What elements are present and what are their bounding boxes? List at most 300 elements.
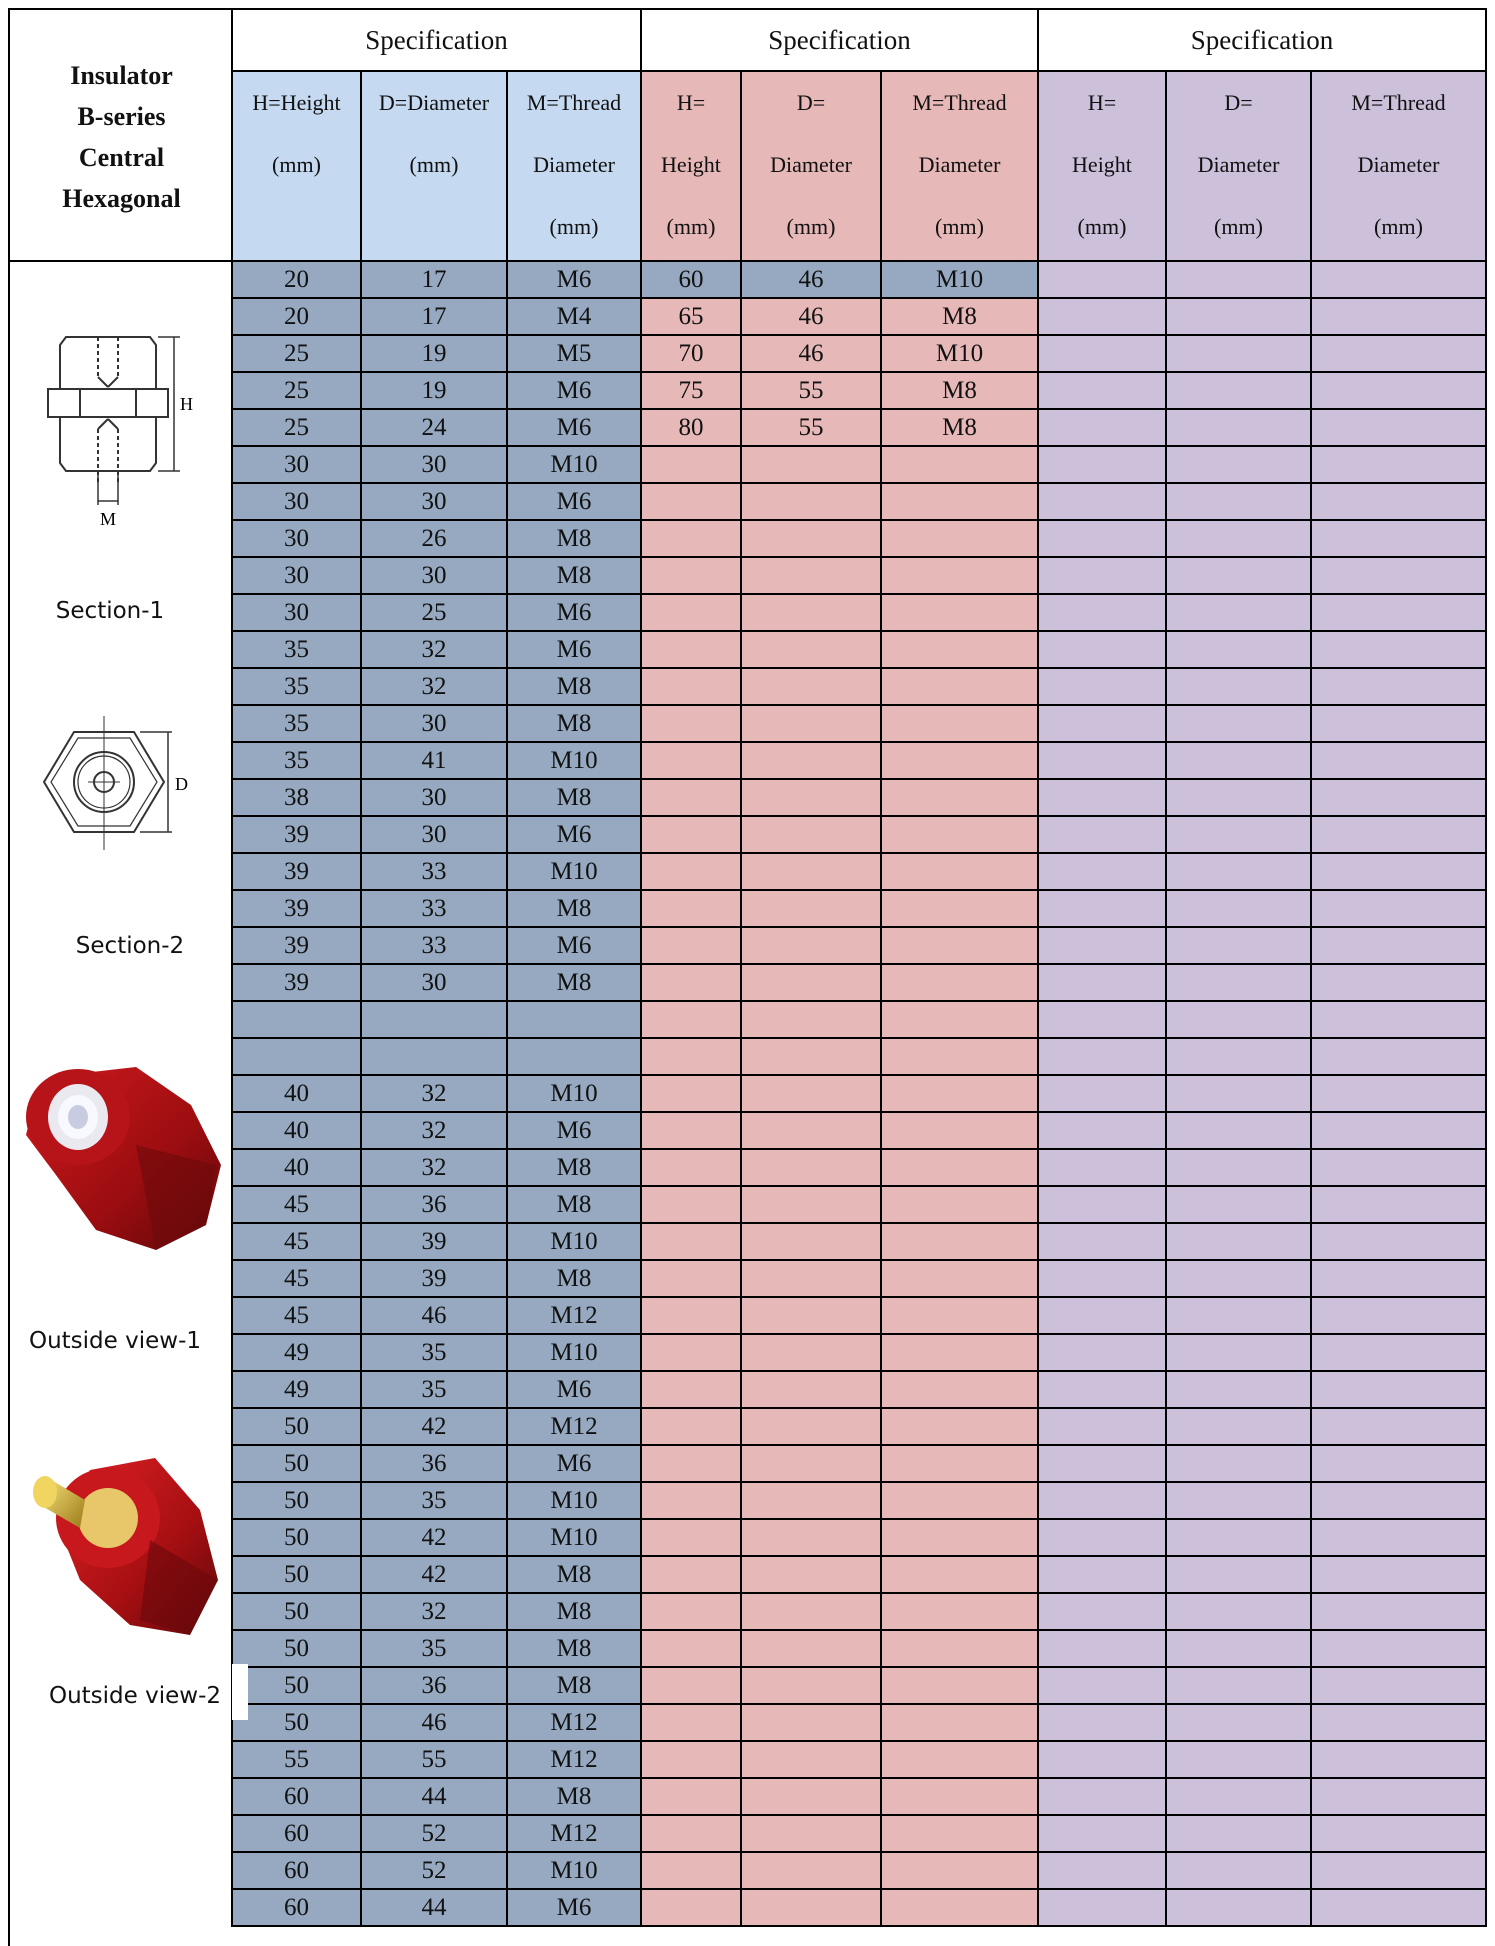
height-cell bbox=[1038, 1001, 1166, 1038]
thread-cell bbox=[881, 1667, 1038, 1704]
thread-cell bbox=[507, 1001, 641, 1038]
height-cell: 20 bbox=[232, 298, 361, 335]
thread-cell bbox=[1311, 261, 1486, 298]
thread-cell bbox=[1311, 631, 1486, 668]
height-cell: 45 bbox=[232, 1260, 361, 1297]
diameter-cell: 30 bbox=[361, 483, 507, 520]
thread-cell bbox=[881, 1741, 1038, 1778]
thread-cell bbox=[1311, 1260, 1486, 1297]
table-row bbox=[232, 927, 1486, 964]
table-row bbox=[232, 1371, 1486, 1408]
thread-cell bbox=[881, 1186, 1038, 1223]
height-cell: 60 bbox=[232, 1778, 361, 1815]
thread-cell: M12 bbox=[507, 1704, 641, 1741]
height-cell: 45 bbox=[232, 1223, 361, 1260]
thread-cell bbox=[1311, 1704, 1486, 1741]
diameter-cell bbox=[741, 853, 881, 890]
col-header-thread: M=Thread Diameter (mm) bbox=[881, 71, 1038, 261]
thread-cell: M8 bbox=[507, 1667, 641, 1704]
thread-cell: M8 bbox=[507, 779, 641, 816]
height-cell bbox=[641, 446, 741, 483]
thread-cell bbox=[881, 853, 1038, 890]
diameter-cell bbox=[741, 1223, 881, 1260]
col-header-height: H= Height (mm) bbox=[641, 71, 741, 261]
thread-cell bbox=[507, 1038, 641, 1075]
height-cell: 60 bbox=[232, 1889, 361, 1926]
thread-cell: M10 bbox=[507, 1482, 641, 1519]
table-row bbox=[232, 1223, 1486, 1260]
table-row bbox=[232, 1186, 1486, 1223]
height-cell bbox=[641, 1408, 741, 1445]
thread-cell bbox=[881, 483, 1038, 520]
height-cell bbox=[1038, 742, 1166, 779]
outside-view2-image bbox=[30, 1430, 225, 1645]
diameter-cell bbox=[741, 742, 881, 779]
height-cell: 25 bbox=[232, 372, 361, 409]
height-cell bbox=[641, 594, 741, 631]
table-row bbox=[232, 1852, 1486, 1889]
height-cell: 50 bbox=[232, 1408, 361, 1445]
height-cell bbox=[232, 1038, 361, 1075]
height-cell: 50 bbox=[232, 1445, 361, 1482]
diameter-cell bbox=[741, 1852, 881, 1889]
col-header-diameter: D= Diameter (mm) bbox=[1166, 71, 1311, 261]
height-cell bbox=[641, 779, 741, 816]
height-cell: 39 bbox=[232, 964, 361, 1001]
thread-cell: M5 bbox=[507, 335, 641, 372]
view2-caption: Outside view-2 bbox=[48, 1683, 222, 1709]
diameter-cell bbox=[741, 1593, 881, 1630]
thread-cell bbox=[1311, 1334, 1486, 1371]
diameter-cell bbox=[741, 964, 881, 1001]
thread-cell bbox=[1311, 483, 1486, 520]
diameter-cell bbox=[1166, 1186, 1311, 1223]
diameter-cell bbox=[1166, 1371, 1311, 1408]
thread-cell: M8 bbox=[507, 520, 641, 557]
height-cell bbox=[641, 1704, 741, 1741]
table-row bbox=[232, 409, 1486, 446]
thread-cell: M8 bbox=[507, 705, 641, 742]
height-cell bbox=[1038, 1889, 1166, 1926]
diameter-cell: 52 bbox=[361, 1815, 507, 1852]
height-cell bbox=[641, 668, 741, 705]
thread-cell bbox=[1311, 1630, 1486, 1667]
thread-cell bbox=[881, 1334, 1038, 1371]
height-cell bbox=[641, 1334, 741, 1371]
thread-cell bbox=[1311, 1112, 1486, 1149]
diameter-cell: 41 bbox=[361, 742, 507, 779]
thread-cell bbox=[1311, 1482, 1486, 1519]
diameter-cell bbox=[1166, 1778, 1311, 1815]
diameter-cell: 46 bbox=[361, 1297, 507, 1334]
thread-cell: M10 bbox=[507, 1075, 641, 1112]
height-cell: 49 bbox=[232, 1334, 361, 1371]
diameter-cell bbox=[1166, 1408, 1311, 1445]
table-row bbox=[232, 1889, 1486, 1926]
dim-m-label: M bbox=[100, 509, 117, 529]
diameter-cell bbox=[741, 1260, 881, 1297]
diameter-cell: 30 bbox=[361, 705, 507, 742]
table-row bbox=[232, 1297, 1486, 1334]
height-cell bbox=[641, 1482, 741, 1519]
diameter-cell: 46 bbox=[741, 261, 881, 298]
thread-cell: M8 bbox=[507, 1593, 641, 1630]
height-cell bbox=[641, 1112, 741, 1149]
diameter-cell bbox=[1166, 1556, 1311, 1593]
height-cell bbox=[641, 1741, 741, 1778]
table-row bbox=[232, 1001, 1486, 1038]
diameter-cell bbox=[1166, 1630, 1311, 1667]
thread-cell bbox=[881, 964, 1038, 1001]
table-row bbox=[232, 335, 1486, 372]
section1-caption: Section-1 bbox=[55, 598, 165, 624]
thread-cell bbox=[1311, 1038, 1486, 1075]
diameter-cell bbox=[741, 1704, 881, 1741]
diameter-cell bbox=[1166, 557, 1311, 594]
height-cell bbox=[641, 1001, 741, 1038]
thread-cell bbox=[881, 1075, 1038, 1112]
thread-cell bbox=[1311, 816, 1486, 853]
group3-title: Specification bbox=[1038, 9, 1486, 71]
thread-cell bbox=[1311, 1371, 1486, 1408]
thread-cell bbox=[1311, 1852, 1486, 1889]
diameter-cell: 33 bbox=[361, 927, 507, 964]
height-cell bbox=[1038, 483, 1166, 520]
diameter-cell bbox=[741, 1075, 881, 1112]
height-cell bbox=[1038, 890, 1166, 927]
table-row bbox=[232, 1630, 1486, 1667]
thread-cell bbox=[881, 631, 1038, 668]
height-cell: 50 bbox=[232, 1667, 361, 1704]
diameter-cell bbox=[741, 890, 881, 927]
height-cell bbox=[1038, 1741, 1166, 1778]
product-title bbox=[10, 55, 233, 219]
height-cell: 49 bbox=[232, 1371, 361, 1408]
diameter-cell: 19 bbox=[361, 372, 507, 409]
height-cell bbox=[1038, 298, 1166, 335]
height-cell: 70 bbox=[641, 335, 741, 372]
diameter-cell bbox=[741, 1667, 881, 1704]
diameter-cell bbox=[741, 483, 881, 520]
thread-cell: M8 bbox=[881, 298, 1038, 335]
height-cell: 35 bbox=[232, 705, 361, 742]
diameter-cell bbox=[741, 1149, 881, 1186]
thread-cell bbox=[1311, 927, 1486, 964]
thread-cell: M6 bbox=[507, 816, 641, 853]
thread-cell: M8 bbox=[507, 890, 641, 927]
thread-cell bbox=[1311, 1149, 1486, 1186]
height-cell bbox=[1038, 631, 1166, 668]
diameter-cell: 42 bbox=[361, 1408, 507, 1445]
height-cell bbox=[1038, 1593, 1166, 1630]
height-cell bbox=[1038, 668, 1166, 705]
diameter-cell bbox=[741, 1889, 881, 1926]
height-cell bbox=[641, 1889, 741, 1926]
height-cell bbox=[232, 1001, 361, 1038]
diameter-cell bbox=[1166, 890, 1311, 927]
thread-cell bbox=[1311, 1556, 1486, 1593]
thread-cell: M10 bbox=[507, 742, 641, 779]
height-cell bbox=[1038, 1704, 1166, 1741]
thread-cell bbox=[1311, 964, 1486, 1001]
diameter-cell bbox=[1166, 1038, 1311, 1075]
diameter-cell: 32 bbox=[361, 1112, 507, 1149]
thread-cell: M6 bbox=[507, 631, 641, 668]
thread-cell: M4 bbox=[507, 298, 641, 335]
height-cell bbox=[1038, 1297, 1166, 1334]
thread-cell: M12 bbox=[507, 1741, 641, 1778]
diameter-cell bbox=[1166, 1260, 1311, 1297]
table-row bbox=[232, 1334, 1486, 1371]
diameter-cell: 36 bbox=[361, 1445, 507, 1482]
thread-cell: M8 bbox=[507, 1556, 641, 1593]
thread-cell bbox=[1311, 668, 1486, 705]
height-cell: 45 bbox=[232, 1186, 361, 1223]
height-cell: 30 bbox=[232, 594, 361, 631]
table-row bbox=[232, 557, 1486, 594]
col-header-diameter: D=Diameter (mm) bbox=[361, 71, 507, 261]
height-cell bbox=[641, 1778, 741, 1815]
height-cell: 60 bbox=[232, 1815, 361, 1852]
title-line: Insulator bbox=[70, 61, 173, 90]
col-header-thread: M=Thread Diameter (mm) bbox=[1311, 71, 1486, 261]
thread-cell bbox=[1311, 335, 1486, 372]
height-cell bbox=[1038, 1223, 1166, 1260]
thread-cell: M8 bbox=[507, 1260, 641, 1297]
thread-cell: M12 bbox=[507, 1297, 641, 1334]
diameter-cell bbox=[1166, 668, 1311, 705]
thread-cell bbox=[881, 1482, 1038, 1519]
table-row bbox=[232, 446, 1486, 483]
height-cell bbox=[641, 816, 741, 853]
height-cell bbox=[641, 705, 741, 742]
table-row bbox=[232, 631, 1486, 668]
height-cell bbox=[641, 853, 741, 890]
table-row bbox=[232, 1556, 1486, 1593]
diameter-cell bbox=[1166, 816, 1311, 853]
diameter-cell: 32 bbox=[361, 668, 507, 705]
thread-cell: M8 bbox=[881, 409, 1038, 446]
spec-table-body bbox=[232, 261, 1486, 1926]
table-row bbox=[232, 890, 1486, 927]
table-row bbox=[232, 1778, 1486, 1815]
table-row bbox=[232, 1149, 1486, 1186]
height-cell bbox=[1038, 1556, 1166, 1593]
diameter-cell bbox=[361, 1038, 507, 1075]
height-cell: 55 bbox=[232, 1741, 361, 1778]
thread-cell bbox=[1311, 1186, 1486, 1223]
diameter-cell: 32 bbox=[361, 631, 507, 668]
diameter-cell bbox=[1166, 335, 1311, 372]
thread-cell: M8 bbox=[507, 668, 641, 705]
diameter-cell bbox=[1166, 483, 1311, 520]
diameter-cell bbox=[741, 927, 881, 964]
height-cell: 50 bbox=[232, 1519, 361, 1556]
thread-cell bbox=[881, 816, 1038, 853]
diameter-cell bbox=[1166, 446, 1311, 483]
thread-cell bbox=[881, 520, 1038, 557]
title-line: B-series bbox=[77, 102, 166, 131]
height-cell bbox=[1038, 1260, 1166, 1297]
height-cell bbox=[1038, 816, 1166, 853]
title-line: Central bbox=[78, 143, 165, 172]
diameter-cell: 46 bbox=[361, 1704, 507, 1741]
thread-cell bbox=[881, 1593, 1038, 1630]
height-cell bbox=[641, 1223, 741, 1260]
thread-cell bbox=[881, 1815, 1038, 1852]
height-cell: 39 bbox=[232, 927, 361, 964]
height-cell: 50 bbox=[232, 1630, 361, 1667]
thread-cell bbox=[1311, 372, 1486, 409]
col-header-thread: M=Thread Diameter (mm) bbox=[507, 71, 641, 261]
thread-cell bbox=[1311, 594, 1486, 631]
thread-cell: M10 bbox=[507, 1334, 641, 1371]
thread-cell: M10 bbox=[507, 1519, 641, 1556]
thread-cell bbox=[881, 1260, 1038, 1297]
outside-view1-image bbox=[16, 1055, 231, 1255]
height-cell: 39 bbox=[232, 816, 361, 853]
diameter-cell bbox=[741, 1297, 881, 1334]
diameter-cell bbox=[1166, 1075, 1311, 1112]
diameter-cell bbox=[741, 1112, 881, 1149]
thread-cell bbox=[881, 557, 1038, 594]
spec-sheet bbox=[8, 8, 1490, 1944]
thread-cell: M10 bbox=[507, 853, 641, 890]
diameter-cell bbox=[741, 705, 881, 742]
height-cell bbox=[641, 1667, 741, 1704]
section2-caption: Section-2 bbox=[75, 933, 185, 959]
thread-cell bbox=[1311, 1778, 1486, 1815]
product-column bbox=[8, 8, 233, 1946]
diameter-cell bbox=[1166, 964, 1311, 1001]
height-cell bbox=[641, 1297, 741, 1334]
diameter-cell bbox=[741, 1334, 881, 1371]
height-cell bbox=[641, 1149, 741, 1186]
col-header-diameter: D= Diameter (mm) bbox=[741, 71, 881, 261]
height-cell: 50 bbox=[232, 1704, 361, 1741]
thread-cell: M10 bbox=[507, 1852, 641, 1889]
diameter-cell bbox=[1166, 1852, 1311, 1889]
thread-cell bbox=[881, 779, 1038, 816]
height-cell: 50 bbox=[232, 1593, 361, 1630]
height-cell: 25 bbox=[232, 335, 361, 372]
spec-table bbox=[231, 8, 1487, 1927]
height-cell bbox=[641, 964, 741, 1001]
diameter-cell bbox=[741, 668, 881, 705]
diameter-cell bbox=[741, 446, 881, 483]
diameter-cell: 55 bbox=[741, 372, 881, 409]
diameter-cell: 26 bbox=[361, 520, 507, 557]
diameter-cell: 35 bbox=[361, 1482, 507, 1519]
height-cell bbox=[1038, 1334, 1166, 1371]
height-cell bbox=[1038, 409, 1166, 446]
diameter-cell: 25 bbox=[361, 594, 507, 631]
thread-cell bbox=[881, 1630, 1038, 1667]
thread-cell bbox=[1311, 557, 1486, 594]
height-cell bbox=[641, 1630, 741, 1667]
diameter-cell bbox=[1166, 1889, 1311, 1926]
diameter-cell: 33 bbox=[361, 853, 507, 890]
thread-cell: M6 bbox=[507, 409, 641, 446]
diameter-cell bbox=[1166, 1593, 1311, 1630]
thread-cell bbox=[881, 1704, 1038, 1741]
group2-title: Specification bbox=[641, 9, 1038, 71]
table-row bbox=[232, 520, 1486, 557]
diameter-cell: 42 bbox=[361, 1556, 507, 1593]
height-cell bbox=[1038, 1815, 1166, 1852]
height-cell bbox=[1038, 1149, 1166, 1186]
height-cell bbox=[641, 1445, 741, 1482]
thread-cell: M6 bbox=[507, 1112, 641, 1149]
height-cell bbox=[641, 1038, 741, 1075]
diameter-cell: 17 bbox=[361, 261, 507, 298]
height-cell: 40 bbox=[232, 1112, 361, 1149]
height-cell bbox=[641, 1815, 741, 1852]
thread-cell: M6 bbox=[507, 372, 641, 409]
thread-cell bbox=[881, 1371, 1038, 1408]
table-row bbox=[232, 372, 1486, 409]
table-row bbox=[232, 779, 1486, 816]
thread-cell: M12 bbox=[507, 1815, 641, 1852]
thread-cell bbox=[881, 890, 1038, 927]
diameter-cell: 44 bbox=[361, 1778, 507, 1815]
diameter-cell bbox=[741, 1815, 881, 1852]
height-cell bbox=[641, 1186, 741, 1223]
table-row bbox=[232, 298, 1486, 335]
height-cell: 60 bbox=[232, 1852, 361, 1889]
col-header-height: H= Height (mm) bbox=[1038, 71, 1166, 261]
diameter-cell bbox=[1166, 742, 1311, 779]
thread-cell bbox=[1311, 779, 1486, 816]
height-cell bbox=[641, 557, 741, 594]
height-cell bbox=[641, 631, 741, 668]
diameter-cell: 42 bbox=[361, 1519, 507, 1556]
diameter-cell: 30 bbox=[361, 816, 507, 853]
thread-cell: M10 bbox=[881, 335, 1038, 372]
height-cell bbox=[641, 1519, 741, 1556]
thread-cell bbox=[881, 1408, 1038, 1445]
height-cell bbox=[641, 742, 741, 779]
height-cell bbox=[641, 483, 741, 520]
thread-cell bbox=[1311, 1741, 1486, 1778]
height-cell: 60 bbox=[641, 261, 741, 298]
height-cell bbox=[1038, 1112, 1166, 1149]
thread-cell bbox=[881, 1112, 1038, 1149]
diameter-cell bbox=[1166, 1815, 1311, 1852]
height-cell bbox=[1038, 1186, 1166, 1223]
diameter-cell: 35 bbox=[361, 1371, 507, 1408]
height-cell bbox=[641, 1371, 741, 1408]
table-row bbox=[232, 1260, 1486, 1297]
thread-cell: M10 bbox=[507, 1223, 641, 1260]
diameter-cell bbox=[1166, 409, 1311, 446]
height-cell: 50 bbox=[232, 1556, 361, 1593]
thread-cell: M8 bbox=[507, 1149, 641, 1186]
diameter-cell bbox=[1166, 372, 1311, 409]
title-line: Hexagonal bbox=[62, 184, 181, 213]
table-row bbox=[232, 705, 1486, 742]
height-cell bbox=[641, 890, 741, 927]
table-row bbox=[232, 1741, 1486, 1778]
height-cell bbox=[1038, 964, 1166, 1001]
thread-cell: M8 bbox=[507, 557, 641, 594]
table-row bbox=[232, 742, 1486, 779]
diameter-cell bbox=[1166, 1334, 1311, 1371]
diameter-cell bbox=[741, 1408, 881, 1445]
thread-cell bbox=[1311, 520, 1486, 557]
diameter-cell bbox=[741, 1482, 881, 1519]
height-cell: 39 bbox=[232, 853, 361, 890]
